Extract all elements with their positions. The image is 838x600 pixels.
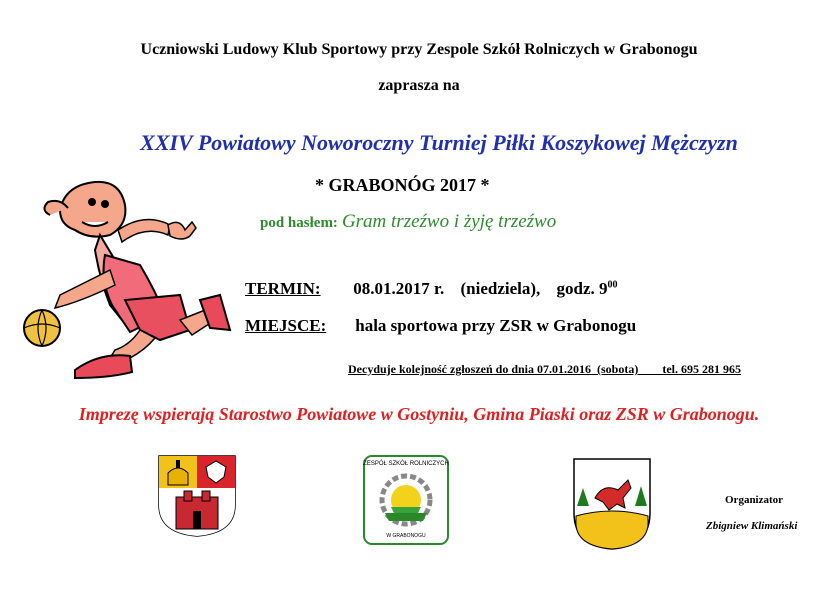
header-invite: zaprasza na xyxy=(378,77,460,94)
miejsce-label: MIEJSCE: xyxy=(245,316,327,335)
miejsce-value: hala sportowa przy ZSR w Grabonogu xyxy=(355,316,637,335)
school-logo-bottom: W GRABONOGU xyxy=(386,533,426,539)
slogan-text: Gram trzeźwo i żyję trzeźwo xyxy=(341,211,557,232)
registration-notice: Decyduje kolejność zgłoszeń do dnia 07.01.2016 (sobota) tel. 695 281 965 xyxy=(348,362,741,376)
event-title: XXIV Powiatowy Noworoczny Turniej Piłki Koszykowej Mężczyzn xyxy=(140,130,738,155)
event-slogan xyxy=(260,211,556,233)
slogan-prefix: pod hasłem: xyxy=(260,215,338,231)
support-line: Imprezę wspierają Starostwo Powiatowe w Gostyniu, Gmina Piaski oraz ZSR w Grabonogu. xyxy=(78,404,760,424)
gmina-coat-of-arms-logo xyxy=(573,458,651,550)
school-logo xyxy=(363,455,449,545)
organizer-label: Organizator xyxy=(725,494,784,506)
powiat-coat-of-arms-logo xyxy=(158,455,236,537)
termin-label: TERMIN: xyxy=(245,279,321,298)
termin-time-minutes: 00 xyxy=(607,279,618,291)
termin-time: godz. 9 xyxy=(556,279,608,298)
organizer-name: Zbigniew Klimański xyxy=(706,520,798,532)
school-logo-title: ZESPÓŁ SZKÓŁ ROLNICZYCH xyxy=(363,461,449,467)
termin-day: (niedziela), xyxy=(460,279,541,298)
event-subtitle: * GRABONÓG 2017 * xyxy=(315,175,490,195)
termin-date: 08.01.2017 r. xyxy=(353,279,445,298)
row-miejsce xyxy=(245,316,636,336)
row-termin xyxy=(245,279,618,299)
basketball-player-illustration xyxy=(20,180,250,385)
header-organization: Uczniowski Ludowy Klub Sportowy przy Zespole Szkół Rolniczych w Grabonogu xyxy=(140,41,698,58)
